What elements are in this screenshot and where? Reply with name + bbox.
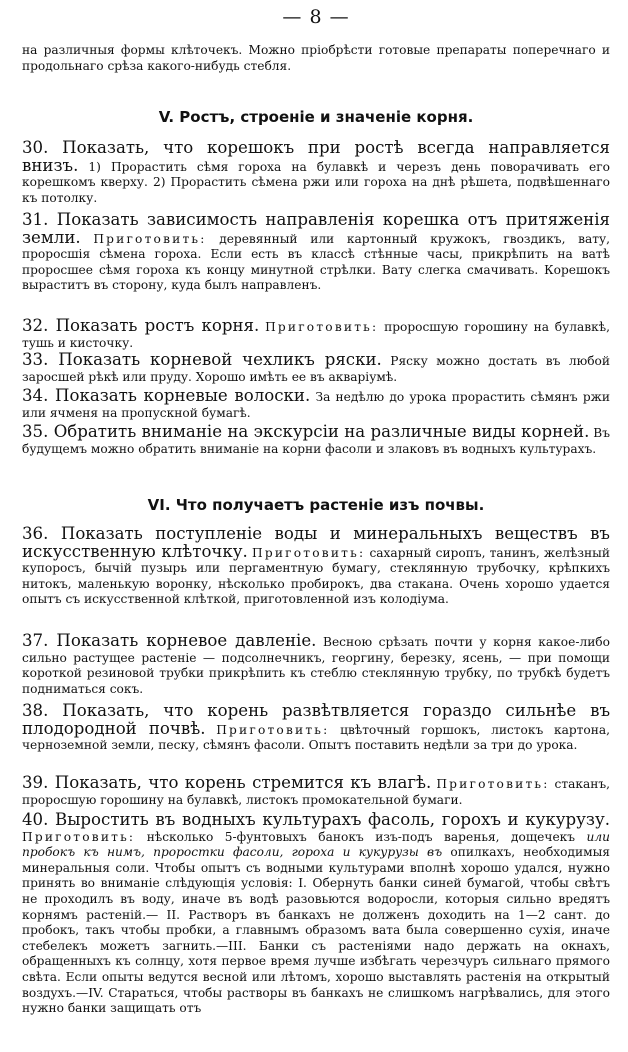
item-40 <box>22 812 610 1017</box>
item-38-body: цвѣточный горшокъ, листокъ картона, черноземной земли, песку, сѣмянъ фасоли. Опытъ поставить недѣли за три до урока. <box>22 722 610 753</box>
item-35-body: Въ будущемъ можно обратить вниманіе на корни фасоли и злаковъ въ водныхъ культурахъ. <box>22 426 610 456</box>
item-39-title: 39. Показать, что корень стремится къ влагѣ. <box>22 773 432 792</box>
item-33-title: 33. Показать корневой чехликъ ряски. <box>22 350 382 369</box>
item-34-title: 34. Показать корневые волоски. <box>22 386 311 405</box>
item-40-body-start: нѣсколько 5-фунтовыхъ банокъ изъ-подъ варенья, дощечекъ <box>135 829 587 844</box>
item-35-title: 35. Обратить вниманіе на экскурсіи на различные виды корней. <box>22 422 590 441</box>
item-34-body: За недѣлю до урока прорастить сѣмянъ ржи или ячменя на пропускной бумагѣ. <box>22 390 610 420</box>
item-32-title: 32. Показать ростъ корня. <box>22 316 260 335</box>
item-33 <box>22 352 610 385</box>
item-40-italic-text: или пробокъ къ нимъ, проростки фасоли, гороха и кукурузы въ <box>22 829 610 860</box>
item-36-title: 36. Показать поступленіе воды и минеральныхъ веществъ въ искусственную клѣточку. <box>22 524 610 561</box>
item-32-prepare-label: Приготовить: <box>265 320 379 334</box>
item-37-body: Весною срѣзать почти у корня какое-либо сильно растущее растеніе — подсолнечникъ, георгину, березку, ясень, — при помощи короткой резиновой трубки прикрѣпить къ стеблю стеклянную трубку, по трубкѣ будетъ подниматься сокъ. <box>22 635 610 696</box>
item-34 <box>22 388 610 421</box>
item-35 <box>22 424 610 457</box>
item-30-body: 1) Прорастить сѣмя гороха на булавкѣ и черезъ день поворачивать его корешкомъ кверху. 2) Прорастить сѣмена ржи или гороха на днѣ рѣшета, подвѣшеннаго къ потолку. <box>22 159 610 205</box>
item-30-title-tail: внизъ. <box>22 155 79 175</box>
item-30 <box>22 140 610 206</box>
item-30-title: 30. Показать, что корешокъ при ростѣ всегда направляется <box>22 138 610 157</box>
item-32 <box>22 318 610 351</box>
item-37 <box>22 633 610 697</box>
item-39-body: стаканъ, проросшую горошину на булавкѣ, листокъ промокательной бумаги. <box>22 777 611 807</box>
item-36-prepare-label: Приготовить: <box>252 545 366 560</box>
item-38-prepare-label: Приготовить: <box>216 722 330 737</box>
item-31-prepare-label: Приготовить: <box>93 231 207 246</box>
item-38 <box>22 703 610 754</box>
item-33-body: Ряску можно достать въ любой заросшей рѣкѣ или пруду. Хорошо имѣть ее въ акваріумѣ. <box>22 354 610 384</box>
section-heading-vi: VI. Что получаетъ растеніе изъ почвы. <box>147 496 485 514</box>
page-number: — 8 — <box>282 6 350 28</box>
item-36-body: сахарный сиропъ, танинъ, желѣзный купоросъ, бычій пузырь или пергаментную бумагу, стеклянную трубочку, крѣпкихъ нитокъ, маленькую воронку, нѣсколько пробирокъ, два стакана. Очень хорошо удается опытъ съ искусственной клѣткой, приготовленной изъ колодіума. <box>22 545 610 607</box>
item-40-body-rest: опилкахъ, необходимыя минеральныя соли. Чтобы опытъ съ водными культурами вполнѣ хорошо удался, нужно принять во вниманіе слѣдующія условія: I. Обернуть банки синей бумагой, чтобы свѣтъ не проходилъ въ воду, иначе въ водѣ разовьются водоросли, которыя сильно вредятъ корнямъ растеній.— II. Растворъ въ банкахъ не долженъ доходить на 1—2 сант. до пробокъ, такъ чтобы пробки, а главнымъ образомъ вата была совершенно сухія, иначе стебелекъ можетъ загнить.—III. Банки съ растеніями надо держать на окнахъ, обращенныхъ къ солнцу, хотя первое время лучше избѣгать черезчуръ сильнаго прямого свѣта. Если опыты ведутся весной или лѣтомъ, хорошо выставлять растенія на открытый воздухъ.—IV. Стараться, чтобы растворы въ банкахъ не слишкомъ нагрѣвались, для этого нужно банки защищать отъ <box>22 845 610 1016</box>
item-37-title: 37. Показать корневое давленіе. <box>22 631 317 650</box>
section-heading-v: V. Ростъ, строеніе и значеніе корня. <box>158 108 474 126</box>
item-31-body: деревянный или картонный кружокъ, гвоздикъ, вату, проросшія сѣмена гороха. Если есть въ классѣ стѣнные часы, прикрѣпить на ватѣ проросшее сѣмя гороха къ концу минутной стрѣлки. Вату слегка смачивать. Корешокъ выраститъ въ сторону, куда былъ направленъ. <box>22 231 610 293</box>
book-page <box>22 0 610 1052</box>
item-31-title: 31. Показать зависимость направленія корешка отъ притяженія земли. <box>22 210 610 247</box>
item-31 <box>22 212 610 294</box>
item-40-title: 40. Выростить въ водныхъ культурахъ фасоль, горохъ и кукурузу. <box>22 810 610 829</box>
item-36 <box>22 526 610 608</box>
intro-paragraph: на различныя формы клѣточекъ. Можно пріобрѣсти готовые препараты поперечнаго и продольнаго срѣза какого-нибудь стебля. <box>22 43 610 73</box>
item-32-body: проросшую горошину на булавкѣ, тушь и кисточку. <box>22 320 610 350</box>
item-39-prepare-label: Приготовить: <box>436 777 550 791</box>
item-40-prepare-label: Приготовить: <box>22 829 136 844</box>
item-39 <box>22 775 610 808</box>
item-38-title: 38. Показать, что корень развѣтвляется гораздо сильнѣе въ плодородной почвѣ. <box>22 701 610 738</box>
